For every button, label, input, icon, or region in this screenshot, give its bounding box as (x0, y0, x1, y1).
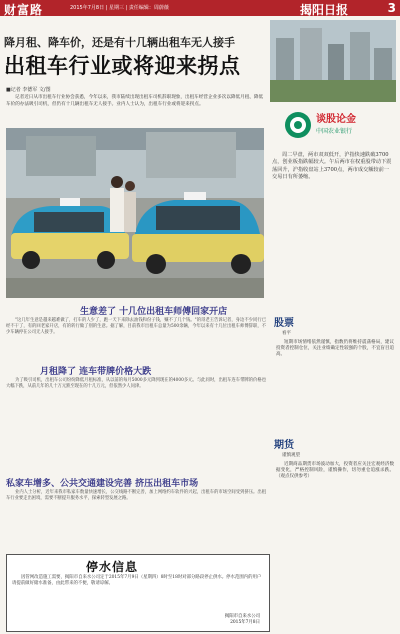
notice-signature (150, 614, 260, 626)
section-heading-2: 月租降了 连车带牌价格大跌 (40, 367, 152, 377)
masthead-bar (0, 0, 400, 16)
section-name: 财富路 (4, 3, 44, 17)
board2-text (276, 462, 394, 481)
section-paragraph-3: 业内人士分析，近年来我市私家车数量快速增长，公交线路不断完善，加上网络约车软件的兴起，出租车的市场空间受到挤压。出租车行业要走出困境，需要不断提升服务水平，探索转型发展之路。 (6, 490, 266, 502)
article-headline: 出租车行业或将迎来拐点 (4, 54, 241, 78)
section-heading-3: 私家车增多、公共交通建设完善 挤压出租车市场 (6, 479, 199, 489)
market-intro-paragraph: 周二早盘，两市双双低开，沪指快速跌破3700点，创业板指跌幅较大。午后两市在权重股带动下震荡回升，沪指收盘站上3700点，两市成交额较前一交易日有所萎缩。 (272, 152, 392, 180)
section-body-1 (6, 318, 266, 336)
board2-title: 期货 (274, 440, 294, 451)
promo-sub: 中国农业银行 (316, 128, 353, 135)
taxi-photo-illustration (6, 128, 264, 298)
newspaper-name: 揭阳日报 (300, 3, 349, 17)
section-body-2 (6, 378, 266, 390)
market-intro (272, 152, 394, 181)
taxi-photo (6, 128, 264, 298)
section-heading-1: 生意差了 十几位出租车师傅回家开店 (80, 307, 228, 317)
board1-title: 股票 (274, 318, 294, 329)
issue-meta: 2015年7月8日 | 星期三 | 责任编辑：周蔚薇 (70, 5, 169, 11)
board1-paragraph: 短期市场情绪依然谨慎，指数仍将维持震荡格局，建议投资者控制仓位，关注业绩确定性较强的个股，不宜盲目追高。 (276, 340, 394, 358)
article-lead: 记者近日从市出租车行业协会获悉，今年以来，我市陆续出现出租车司机辞职现象，出租车经营企业多次以降低月租、降低车价的办法吸引司机，但仍有十几辆出租车无人接手。业内人士认为，出租车行业或将迎来拐点。 (6, 95, 264, 107)
section-paragraph-2: 为了吸引司机，出租车公司纷纷降低月租标准，从以前的每月5000多元降到现在的4000多元。与此同时，出租车连车带牌的价格也大幅下跌，从前几年的几十万元跌至现在的十几万元，但依然少人问津。 (6, 378, 266, 390)
page-number: 3 (387, 1, 396, 15)
section-paragraph-1: "这几年生意是越来越难做了，打车的人少了，跑一天下来除去油钱和份子钱，赚不了几个钱。"的哥老王告诉记者，身边不少同行已经不干了，有的回老家开店，有的转行做了别的生意。据了解，目前我市出租车总量为500余辆，今年以来有十几位出租车师傅辞职，不少车辆停在公司无人接手。 (6, 318, 266, 336)
article-subhead: 降月租、降车价，还是有十几辆出租车无人接手 (4, 36, 235, 49)
promo-brand: 谈股论金 (316, 114, 356, 125)
board2-paragraph: 近期商品期货市场波动加大，投资者应关注宏观经济数据变化，严格控制风险，谨慎操作，切勿重仓追涨杀跌。（观点仅供参考） (276, 462, 394, 480)
board1-sub: 看平 (282, 331, 291, 336)
city-photo-illustration (270, 20, 396, 102)
notice-date: 2015年7月8日 (230, 620, 260, 625)
city-photo (270, 20, 396, 102)
notice-org: 揭阳市自来水公司 (224, 614, 260, 619)
notice-text (12, 575, 262, 587)
board2-sub: 谨慎观望 (282, 453, 300, 458)
board1-text (276, 340, 394, 359)
promo-logo (282, 108, 392, 142)
article-byline: ■记者 李德军 文/图 (6, 87, 51, 93)
notice-paragraph: 因管网改造施工需要，揭阳市自来水公司定于2015年7月9日（星期四）8时至18时对部分路段停止供水。停水范围内的用户请提前做好储水准备，由此带来的不便，敬请谅解。 (12, 575, 262, 587)
notice-title: 停水信息 (86, 560, 139, 574)
section-body-3 (6, 490, 266, 502)
